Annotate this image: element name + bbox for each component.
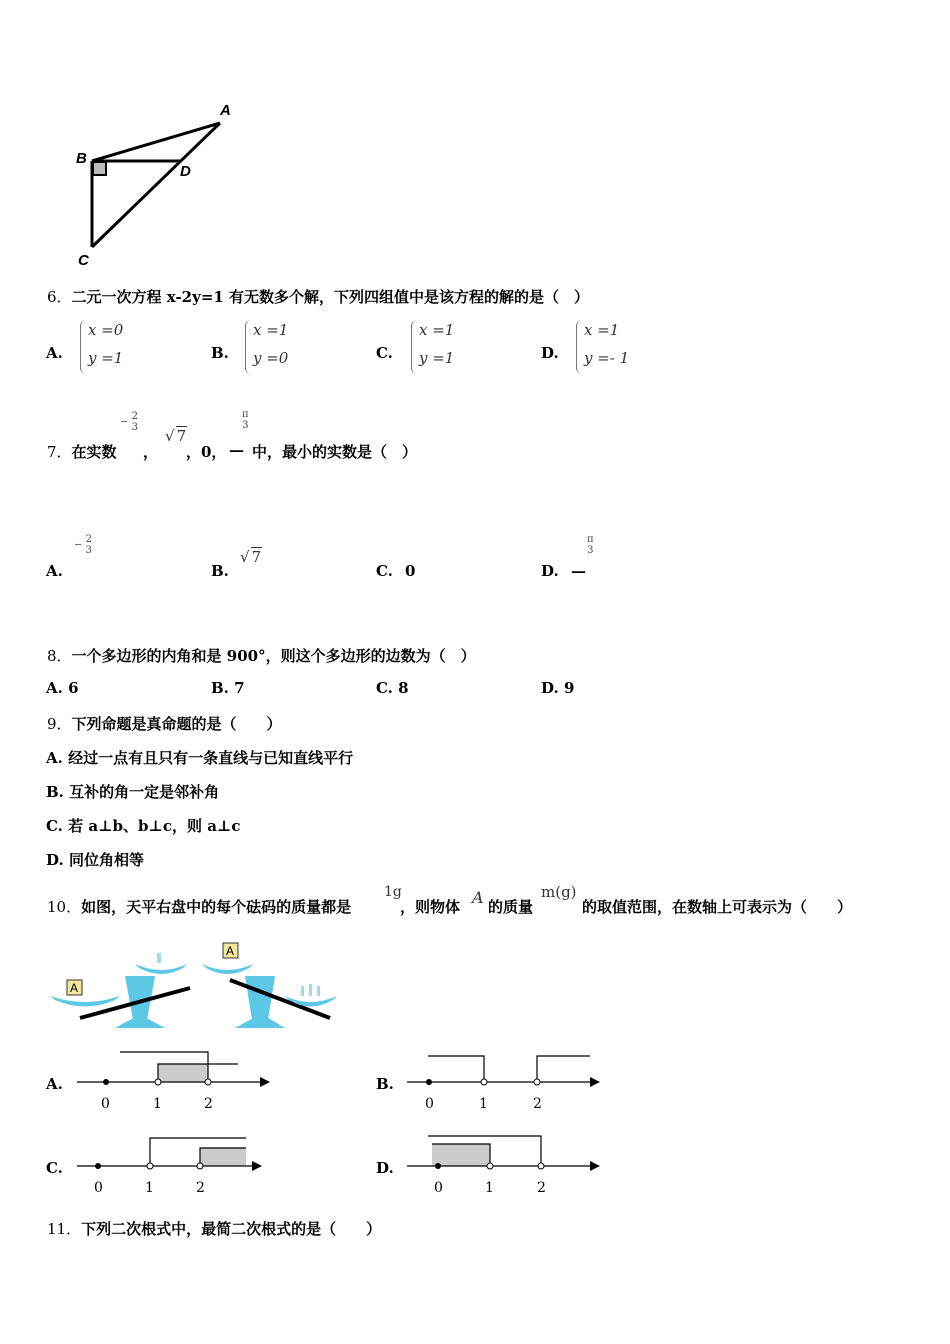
- question-8-stem: 8．一个多边形的内角和是 900°，则这个多边形的边数为（ ）: [47, 647, 476, 665]
- sqrt-seven: √ 7: [240, 548, 262, 566]
- question-text: 一个多边形的内角和是 900°，则这个多边形的边数为（ ）: [71, 647, 476, 665]
- tick-label: 2: [196, 1180, 205, 1196]
- number-line: [74, 1040, 284, 1120]
- point-label-d: D: [180, 163, 191, 180]
- option-letter: D.: [541, 344, 559, 362]
- q9-option-d[interactable]: D. 同位角相等: [46, 851, 144, 869]
- q9-option-a[interactable]: A. 经过一点有且只有一条直线与已知直线平行: [46, 749, 354, 767]
- question-text: 下列二次根式中，最简二次根式的是（ ）: [81, 1220, 382, 1238]
- unit-1g: 1g: [384, 884, 402, 900]
- tick-label: 0: [94, 1180, 103, 1196]
- sqrt-seven: √ 7: [165, 427, 187, 445]
- equation-line-2: y =1: [88, 349, 124, 367]
- stem-prefix: 在实数: [71, 443, 117, 461]
- number-line: [404, 1040, 614, 1120]
- option-letter: B.: [211, 562, 229, 580]
- tick-label: 1: [145, 1180, 154, 1196]
- q6-option-a[interactable]: [46, 318, 196, 378]
- fraction-pi-thirds: π 3: [242, 409, 249, 431]
- tick-label: 2: [204, 1096, 213, 1112]
- option-text: —: [571, 562, 586, 580]
- equation-line-1: x =0: [88, 321, 124, 339]
- question-10-stem: [0, 880, 950, 920]
- q9-option-c[interactable]: C. 若 a⊥b、b⊥c，则 a⊥c: [46, 817, 241, 835]
- tick-label: 1: [479, 1096, 488, 1112]
- q7-option-d[interactable]: [541, 532, 661, 582]
- question-number: 6．: [47, 288, 72, 306]
- q6-option-d[interactable]: [541, 318, 691, 378]
- equation-system: [419, 316, 454, 372]
- option-text: 0: [405, 562, 416, 580]
- question-text: 二元一次方程 x-2y=1 有无数多个解，下列四组值中是该方程的解的是（ ）: [71, 288, 590, 306]
- option-letter: A.: [46, 1075, 63, 1093]
- q10-option-d[interactable]: [376, 1124, 616, 1204]
- question-text: 的取值范围，在数轴上可表示为（ ）: [582, 898, 853, 916]
- brace-icon: [411, 320, 418, 374]
- option-letter: A.: [46, 562, 63, 580]
- equation-line-1: x =1: [419, 321, 455, 339]
- object-a-label: A: [70, 981, 79, 995]
- separator: ，: [143, 443, 159, 461]
- point-label-b: B: [76, 150, 87, 167]
- q9-option-b[interactable]: B. 互补的角一定是邻补角: [46, 783, 220, 801]
- q6-option-b[interactable]: [211, 318, 361, 378]
- equation-line-2: y =1: [419, 349, 455, 367]
- brace-icon: [576, 320, 583, 374]
- question-7-stem: [0, 405, 950, 475]
- question-11-stem: 11．下列二次根式中，最简二次根式的是（ ）: [47, 1220, 382, 1238]
- brace-icon: [245, 320, 252, 374]
- balance-scales-figure: [45, 938, 340, 1038]
- q8-option-b[interactable]: B. 7: [211, 679, 245, 697]
- option-letter: B.: [376, 1075, 394, 1093]
- tick-label: 1: [485, 1180, 494, 1196]
- option-letter: D.: [541, 562, 559, 580]
- number-line: [404, 1124, 614, 1204]
- tick-label: 0: [434, 1180, 443, 1196]
- q8-option-d[interactable]: D. 9: [541, 679, 575, 697]
- object-a-label: A: [226, 944, 235, 958]
- number-line: [74, 1124, 284, 1204]
- equation-system: [584, 316, 629, 372]
- q6-option-c[interactable]: [376, 318, 526, 378]
- question-9-stem: 9．下列命题是真命题的是（ ）: [47, 715, 282, 733]
- tick-label: 1: [153, 1096, 162, 1112]
- stem-suffix: 中，最小的实数是（ ）: [252, 443, 418, 461]
- fraction-minus-two-thirds: − 2 3: [120, 411, 138, 433]
- equation-system: [88, 316, 123, 372]
- question-text: 下列命题是真命题的是（ ）: [71, 715, 282, 733]
- tick-label: 2: [537, 1180, 546, 1196]
- fraction-minus-two-thirds: − 2 3: [74, 534, 92, 556]
- separator: ，0，: [186, 443, 227, 461]
- option-letter: B.: [211, 344, 229, 362]
- q10-option-a[interactable]: [46, 1040, 286, 1120]
- dash: —: [229, 441, 244, 459]
- q7-option-c[interactable]: [376, 532, 496, 582]
- option-letter: C.: [46, 1159, 63, 1177]
- option-letter: C.: [376, 344, 393, 362]
- equation-line-1: x =1: [584, 321, 620, 339]
- tick-label: 0: [101, 1096, 110, 1112]
- triangle-figure: [70, 95, 250, 270]
- equation-line-1: x =1: [253, 321, 289, 339]
- q10-option-c[interactable]: [46, 1124, 286, 1204]
- option-letter: A.: [46, 344, 63, 362]
- option-letter: D.: [376, 1159, 394, 1177]
- tick-label: 2: [533, 1096, 542, 1112]
- q7-option-a[interactable]: [46, 532, 166, 582]
- q7-option-b[interactable]: [211, 532, 331, 582]
- fraction-pi-thirds: π 3: [587, 534, 594, 556]
- equation-system: [253, 316, 288, 372]
- question-6-stem: [47, 286, 589, 307]
- mass-mg: m(g): [541, 883, 577, 901]
- point-label-a: A: [220, 102, 231, 119]
- question-number: 7．在实数: [47, 443, 117, 461]
- equation-line-2: y =- 1: [584, 349, 630, 367]
- q8-option-a[interactable]: A. 6: [46, 679, 79, 697]
- option-letter: C.: [376, 562, 393, 580]
- point-label-c: C: [78, 252, 89, 269]
- tick-label: 0: [425, 1096, 434, 1112]
- object-a: A: [472, 888, 484, 907]
- brace-icon: [80, 320, 87, 374]
- question-text: 10．如图，天平右盘中的每个砝码的质量都是: [47, 898, 352, 916]
- q10-option-b[interactable]: [376, 1040, 616, 1120]
- q8-option-c[interactable]: C. 8: [376, 679, 409, 697]
- question-text: ，则物体: [400, 898, 461, 916]
- equation-line-2: y =0: [253, 349, 289, 367]
- question-text: 的质量: [488, 898, 534, 916]
